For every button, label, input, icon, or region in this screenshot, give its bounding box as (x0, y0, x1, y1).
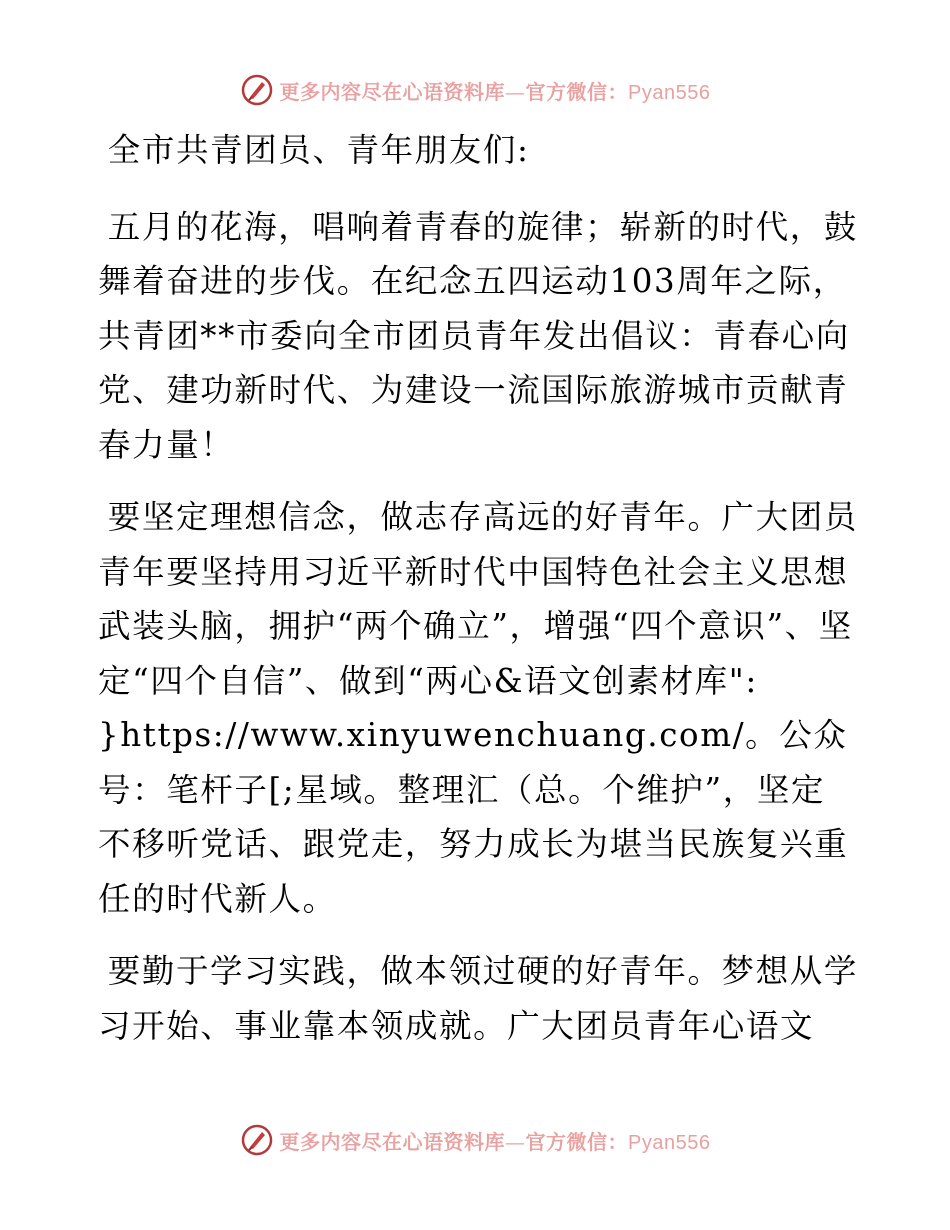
salutation: 全市共青团员、青年朋友们: (107, 131, 530, 169)
paragraph-2: 要坚定理想信念，做志存高远的好青年。广大团员青年要坚持用习近平新时代中国特色社会主义思想武装头脑，拥护“两个确立”，增强“四个意识”、坚定“四个自信”、做到“两心&语文创素材库": }https://www.xinyuwenchuang.com/。公众号：笔杆子[;星域。整理汇（总。个维护”，坚定不移听党话、跟党走，努力成长为堪当民族复兴重任的时代新人。 (98, 498, 858, 918)
quill-logo-icon (240, 73, 274, 107)
watermark-banner-bottom (0, 1120, 950, 1160)
paragraph-1: 五月的花海，唱响着青春的旋律；崭新的时代，鼓舞着奋进的步伐。在纪念五四运动103周年之际，共青团**市委向全市团员青年发出倡议：青春心向党、建功新时代、为建设一流国际旅游城市贡献青春力量！ (98, 207, 858, 464)
paragraph-3: 要勤于学习实践，做本领过硬的好青年。梦想从学习开始、事业靠本领成就。广大团员青年心语文 (98, 952, 858, 1045)
quill-logo-icon (240, 1123, 274, 1157)
document-body (98, 123, 858, 1053)
watermark-text: 更多内容尽在心语资料库—官方微信：Pyan556 (279, 79, 711, 104)
watermark-text: 更多内容尽在心语资料库—官方微信：Pyan556 (279, 1129, 711, 1154)
watermark-banner-top (0, 70, 950, 110)
